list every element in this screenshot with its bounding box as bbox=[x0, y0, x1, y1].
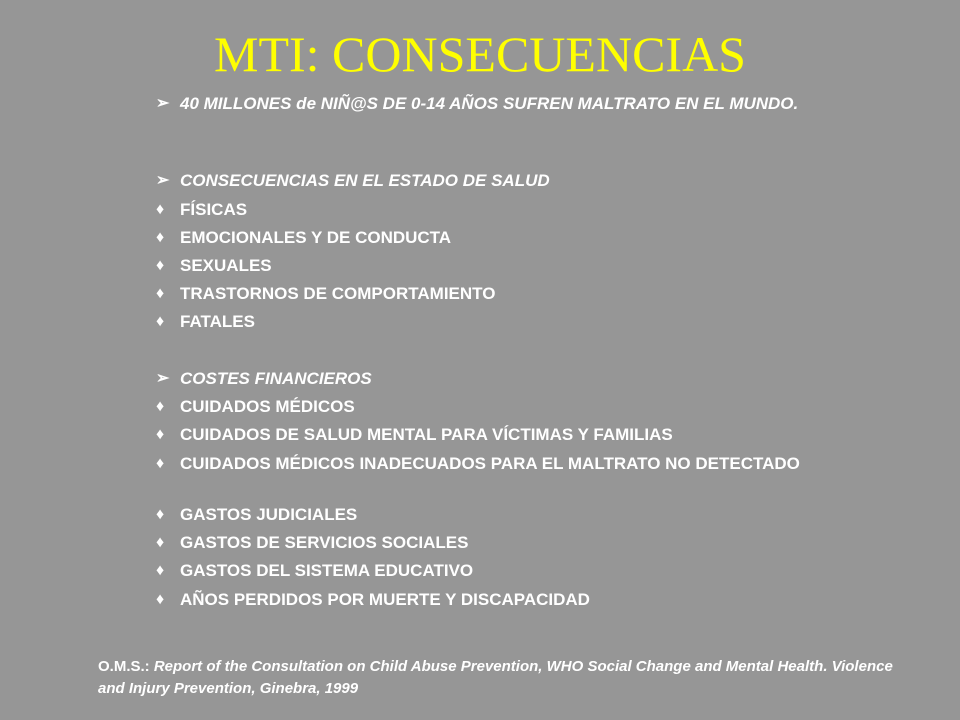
list-item: ♦ SEXUALES bbox=[156, 256, 272, 275]
list-item: ♦ AÑOS PERDIDOS POR MUERTE Y DISCAPACIDAD bbox=[156, 590, 590, 609]
list-item: ➢ COSTES FINANCIEROS bbox=[156, 369, 372, 388]
list-item: ♦ CUIDADOS MÉDICOS INADECUADOS PARA EL MALTRATO NO DETECTADO bbox=[156, 454, 800, 473]
diamond-bullet-icon: ♦ bbox=[156, 506, 165, 523]
arrow-bullet-icon: ➢ bbox=[156, 370, 170, 387]
arrow-bullet-icon: ➢ bbox=[156, 95, 170, 112]
diamond-bullet-icon: ♦ bbox=[156, 229, 165, 246]
diamond-bullet-icon: ♦ bbox=[156, 398, 165, 415]
list-item: ➢ CONSECUENCIAS EN EL ESTADO DE SALUD bbox=[156, 171, 550, 190]
diamond-bullet-icon: ♦ bbox=[156, 562, 165, 579]
page-title: MTI: CONSECUENCIAS bbox=[214, 26, 746, 82]
list-item: ♦ GASTOS DE SERVICIOS SOCIALES bbox=[156, 533, 469, 552]
list-item: ♦ FÍSICAS bbox=[156, 200, 248, 219]
diamond-bullet-icon: ♦ bbox=[156, 455, 165, 472]
list-item: ♦ EMOCIONALES Y DE CONDUCTA bbox=[156, 228, 452, 247]
source-citation bbox=[98, 656, 898, 700]
diamond-bullet-icon: ♦ bbox=[156, 257, 165, 274]
diamond-bullet-icon: ♦ bbox=[156, 201, 165, 218]
citation-text: Report of the Consultation on Child Abuse Prevention, WHO Social Change and Mental Health. Violence and Injury Prevention, Ginebra, 1999 bbox=[98, 658, 893, 697]
list-item: ♦ CUIDADOS MÉDICOS bbox=[156, 397, 355, 416]
citation-prefix: O.M.S.: bbox=[98, 658, 154, 675]
list-item: ♦ FATALES bbox=[156, 312, 255, 331]
diamond-bullet-icon: ♦ bbox=[156, 285, 165, 302]
list-item: ♦ GASTOS JUDICIALES bbox=[156, 505, 358, 524]
diamond-bullet-icon: ♦ bbox=[156, 313, 165, 330]
list-item: ♦ CUIDADOS DE SALUD MENTAL PARA VÍCTIMAS Y FAMILIAS bbox=[156, 425, 673, 444]
diamond-bullet-icon: ♦ bbox=[156, 534, 165, 551]
diamond-bullet-icon: ♦ bbox=[156, 426, 165, 443]
list-item: ♦ GASTOS DEL SISTEMA EDUCATIVO bbox=[156, 561, 474, 580]
diamond-bullet-icon: ♦ bbox=[156, 591, 165, 608]
list-item: ♦ TRASTORNOS DE COMPORTAMIENTO bbox=[156, 284, 496, 303]
arrow-bullet-icon: ➢ bbox=[156, 172, 170, 189]
list-item: ➢ 40 MILLONES de NIÑ@S DE 0-14 AÑOS SUFREN MALTRATO EN EL MUNDO. bbox=[156, 94, 799, 113]
